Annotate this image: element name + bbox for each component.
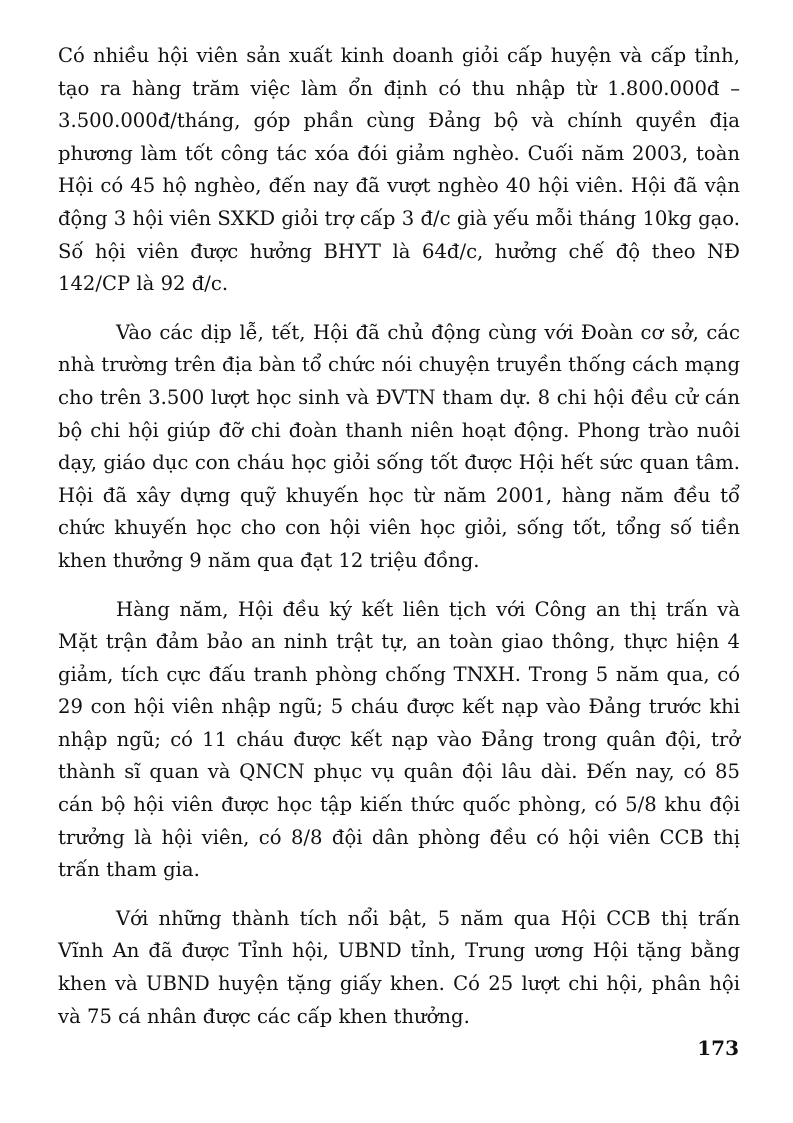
paragraph-1: Có nhiều hội viên sản xuất kinh doanh giỏi cấp huyện và cấp tỉnh, tạo ra hàng trăm việc làm ổn định có thu nhập từ 1.800.000đ – 3.500.000đ/tháng, góp phần cùng Đảng bộ và chính quyền địa phương làm tốt công tác xóa đói giảm nghèo. Cuối năm 2003, toàn Hội có 45 hộ nghèo, đến nay đã vượt nghèo 40 hội viên. Hội đã vận động 3 hội viên SXKD giỏi trợ cấp 3 đ/c già yếu mỗi tháng 10kg gạo. Số hội viên được hưởng BHYT là 64đ/c, hưởng chế độ theo NĐ 142/CP là 92 đ/c. bbox=[58, 44, 740, 296]
page-number: 173 bbox=[697, 1036, 739, 1060]
paragraph-4: Với những thành tích nổi bật, 5 năm qua Hội CCB thị trấn Vĩnh An đã được Tỉnh hội, UBND tỉnh, Trung ương Hội tặng bằng khen và UBND huyện tặng giấy khen. Có 25 lượt chi hội, phân hội và 75 cá nhân được các cấp khen thưởng. bbox=[58, 906, 740, 1028]
body-text bbox=[58, 40, 740, 1049]
paragraph-2: Vào các dịp lễ, tết, Hội đã chủ động cùng với Đoàn cơ sở, các nhà trường trên địa bàn tổ chức nói chuyện truyền thống cách mạng cho trên 3.500 lượt học sinh và ĐVTN tham dự. 8 chi hội đều cử cán bộ chi hội giúp đỡ chi đoàn thanh niên hoạt động. Phong trào nuôi dạy, giáo dục con cháu học giỏi sống tốt được Hội hết sức quan tâm. Hội đã xây dựng quỹ khuyến học từ năm 2001, hàng năm đều tổ chức khuyến học cho con hội viên học giỏi, sống tốt, tổng số tiền khen thưởng 9 năm qua đạt 12 triệu đồng. bbox=[58, 320, 740, 572]
paragraph-3: Hàng năm, Hội đều ký kết liên tịch với Công an thị trấn và Mặt trận đảm bảo an ninh trật tự, an toàn giao thông, thực hiện 4 giảm, tích cực đấu tranh phòng chống TNXH. Trong 5 năm qua, có 29 con hội viên nhập ngũ; 5 cháu được kết nạp vào Đảng trước khi nhập ngũ; có 11 cháu được kết nạp vào Đảng trong quân đội, trở thành sĩ quan và QNCN phục vụ quân đội lâu dài. Đến nay, có 85 cán bộ hội viên được học tập kiến thức quốc phòng, có 5/8 khu đội trưởng là hội viên, có 8/8 đội dân phòng đều có hội viên CCB thị trấn tham gia. bbox=[58, 597, 740, 882]
